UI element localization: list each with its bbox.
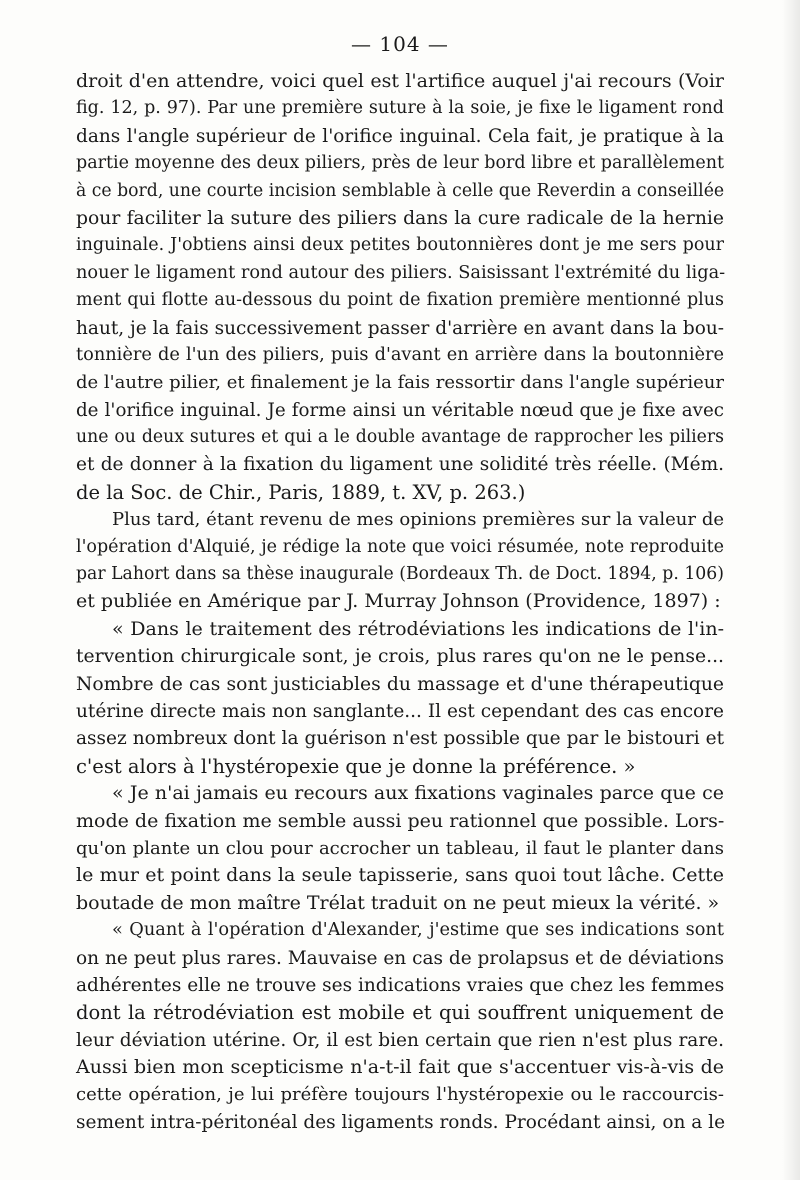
text-line: Nombre de cas sont justiciables du massage et d'une thérapeutique <box>76 673 724 695</box>
page-edge-shadow <box>782 0 800 1180</box>
text-line: à ce bord, une courte incision semblable à celle que Reverdin a conseillée <box>76 180 725 201</box>
text-line: nouer le ligament rond autour des piliers. Saisissant l'extrémité du liga- <box>76 262 726 283</box>
text-line: pour faciliter la suture des piliers dans la cure radicale de la hernie <box>76 207 724 229</box>
text-line: de la Soc. de Chir., Paris, 1889, t. XV, p. 263.) <box>76 480 526 504</box>
text-line: inguinale. J'obtiens ainsi deux petites boutonnières dont je me sers pour <box>76 235 724 256</box>
text-line: droit d'en attendre, voici quel est l'artifice auquel j'ai recours (Voir <box>76 70 724 92</box>
text-line: par Lahort dans sa thèse inaugurale (Bordeaux Th. de Doct. 1894, p. 106) <box>76 564 724 585</box>
text-line: tonnière de l'un des piliers, puis d'avant en arrière dans la boutonnière <box>76 344 724 365</box>
text-line: l'opération d'Alquié, je rédige la note que voici résumée, note reproduite <box>76 536 724 557</box>
text-line: dans l'angle supérieur de l'orifice inguinal. Cela fait, je pratique à la <box>76 125 724 147</box>
page-number: — 104 — <box>351 32 449 56</box>
text-line: tervention chirurgicale sont, je crois, plus rares qu'on ne le pense... <box>76 646 724 668</box>
text-line: ment qui flotte au-dessous du point de fixation première mentionné plus <box>76 290 724 311</box>
body-text <box>76 68 724 1136</box>
text-line: sement intra-péritonéal des ligaments ronds. Procédant ainsi, on a le <box>76 1111 726 1133</box>
text-line: partie moyenne des deux piliers, près de leur bord libre et parallèlement <box>76 153 725 174</box>
text-line: cette opération, je lui préfère toujours l'hystéropexie ou le raccourcis- <box>76 1084 724 1106</box>
text-line: boutade de mon maître Trélat traduit on ne peut mieux la vérité. » <box>76 891 720 914</box>
text-line: qu'on plante un clou pour accrocher un tableau, il faut le planter dans <box>76 837 724 859</box>
text-line: fig. 12, p. 97). Par une première suture à la soie, je fixe le ligament rond <box>76 98 724 119</box>
text-line: on ne peut plus rares. Mauvaise en cas de prolapsus et de déviations <box>76 947 724 969</box>
text-line: « Je n'ai jamais eu recours aux fixations vaginales parce que ce <box>112 782 724 805</box>
text-line: et publiée en Amérique par J. Murray Johnson (Providence, 1897) : <box>76 590 721 613</box>
text-line: adhérentes elle ne trouve ses indications vraies que chez les femmes <box>76 974 725 996</box>
text-line: Plus tard, étant revenu de mes opinions premières sur la valeur de <box>112 509 724 531</box>
text-line: dont la rétrodéviation est mobile et qui souffrent uniquement de <box>76 1001 724 1025</box>
text-line: « Dans le traitement des rétrodéviations les indications de l'in- <box>112 617 724 640</box>
text-line: haut, je la fais successivement passer d'arrière en avant dans la bou- <box>76 317 725 339</box>
text-line: de l'autre pilier, et finalement je la fais ressortir dans l'angle supérieur <box>76 372 724 394</box>
text-line: utérine directe mais non sanglante... Il est cependant des cas encore <box>76 700 724 722</box>
text-line: Aussi bien mon scepticisme n'a-t-il fait que s'accentuer vis-à-vis de <box>76 1056 724 1079</box>
text-line: une ou deux sutures et qui a le double avantage de rapprocher les piliers <box>76 427 724 448</box>
text-line: de l'orifice inguinal. Je forme ainsi un véritable nœud que je fixe avec <box>76 399 724 421</box>
text-line: c'est alors à l'hystéropexie que je donne la préférence. » <box>76 754 636 778</box>
text-line: le mur et point dans la seule tapisserie, sans quoi tout lâche. Cette <box>76 864 724 887</box>
text-line: et de donner à la fixation du ligament une solidité très réelle. (Mém. <box>76 454 724 476</box>
text-line: « Quant à l'opération d'Alexander, j'estime que ses indications sont <box>112 920 724 941</box>
text-line: mode de fixation me semble aussi peu rationnel que possible. Lors- <box>76 809 725 832</box>
text-line: assez nombreux dont la guérison n'est possible que par le bistouri et <box>76 728 724 750</box>
text-line: leur déviation utérine. Or, il est bien certain que rien n'est plus rare. <box>76 1029 724 1051</box>
